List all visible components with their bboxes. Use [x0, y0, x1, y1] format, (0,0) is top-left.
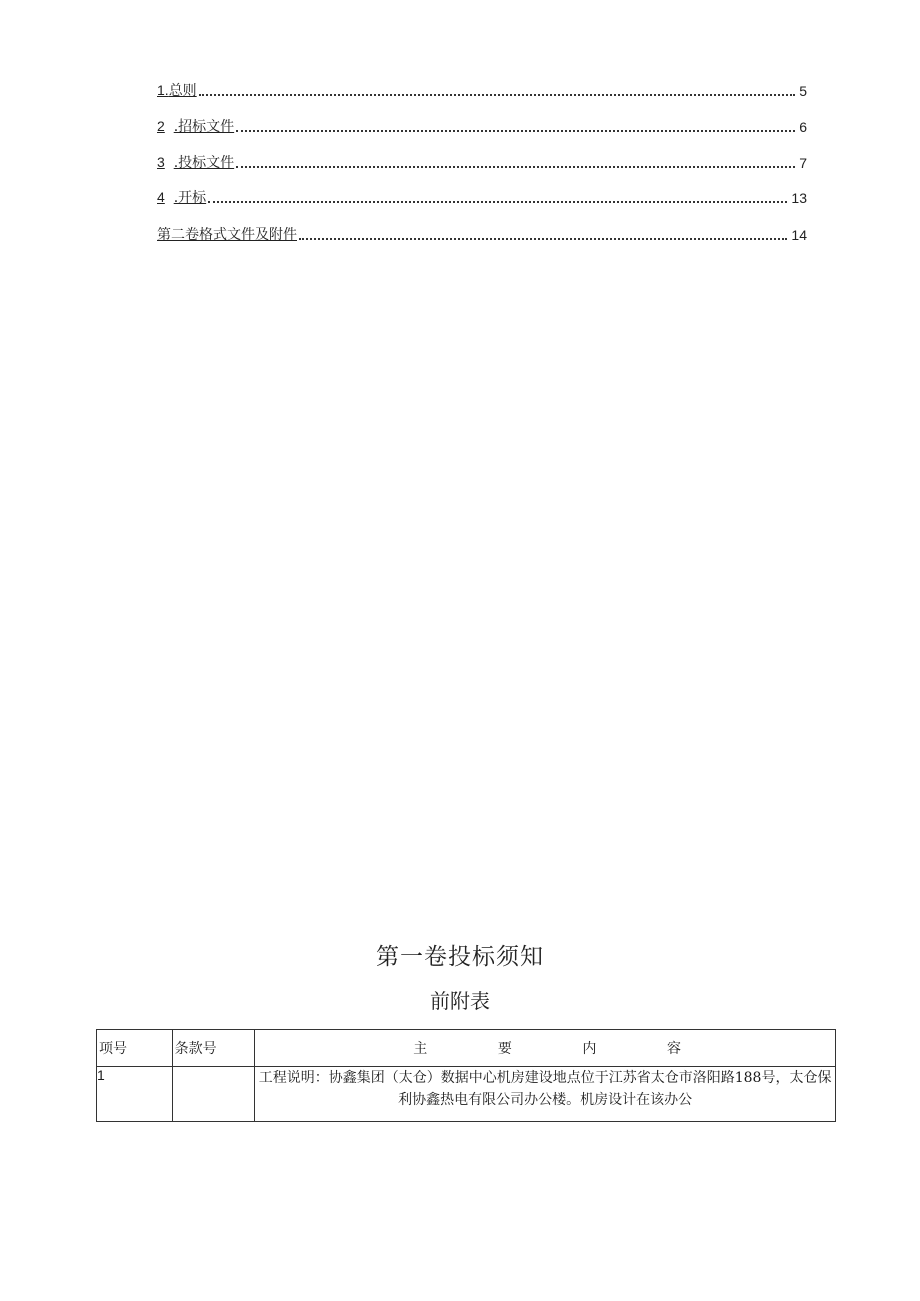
row-content: 工程说明：协鑫集团（太仓）数据中心机房建设地点位于江苏省太仓市洛阳路188号，太仓保利协鑫热电有限公司办公楼。机房设计在该办公: [255, 1067, 836, 1122]
toc-leader-dots: [208, 200, 787, 203]
table-row: [97, 1067, 836, 1122]
row-item-number: 1: [97, 1067, 173, 1122]
toc-entry-text: 第二卷格式文件及附件: [157, 227, 297, 243]
toc-entry-title[interactable]: [157, 153, 234, 172]
header-item-number-text: 项号: [99, 1041, 127, 1057]
toc-entry-number: 1.: [157, 82, 169, 98]
appendix-table: [96, 1029, 836, 1122]
header-char: 容: [666, 1041, 681, 1057]
toc-entry-number: 4: [157, 189, 165, 205]
toc-entry-number: 2: [157, 118, 165, 134]
toc-entry-text: .招标文件: [173, 119, 235, 135]
toc-entry-tender-docs[interactable]: [157, 116, 807, 136]
toc-entry-title[interactable]: [157, 188, 206, 207]
toc-page-number: 7: [799, 155, 807, 171]
toc-entry-text: .开标: [173, 190, 207, 206]
toc-entry-text: .投标文件: [173, 155, 235, 171]
header-char: 内: [582, 1041, 597, 1057]
header-clause-number-text: 条款号: [174, 1041, 217, 1057]
toc-entry-title[interactable]: [157, 226, 297, 244]
toc-page-number: 14: [791, 227, 807, 243]
toc-entry-bid-opening[interactable]: [157, 187, 807, 207]
toc-entry-bid-docs[interactable]: [157, 152, 807, 172]
toc-leader-dots: [236, 129, 795, 132]
toc-entry-volume-two[interactable]: [157, 224, 807, 244]
header-main-content-text: [255, 1038, 835, 1058]
header-main-content: [255, 1030, 836, 1067]
toc-page-number: 5: [799, 83, 807, 99]
toc-page-number: 6: [799, 119, 807, 135]
toc-entry-general[interactable]: [157, 80, 807, 100]
toc-leader-dots: [236, 165, 795, 168]
toc-entry-title[interactable]: [157, 117, 234, 136]
toc-entry-text: 总则: [168, 83, 197, 99]
header-char: 要: [497, 1041, 512, 1057]
header-clause-number: [172, 1030, 255, 1067]
toc-leader-dots: [199, 93, 796, 96]
section-subtitle: 前附表: [430, 989, 490, 1013]
header-char: 主: [413, 1041, 428, 1057]
toc-page-number: 13: [791, 190, 807, 206]
volume-title: 第一卷投标须知: [376, 944, 544, 970]
toc-entry-number: 3: [157, 154, 165, 170]
toc-leader-dots: [299, 237, 787, 240]
toc-entry-title[interactable]: [157, 81, 197, 100]
row-clause-number: [172, 1067, 255, 1122]
table-header-row: [97, 1030, 836, 1067]
header-item-number: [97, 1030, 173, 1067]
